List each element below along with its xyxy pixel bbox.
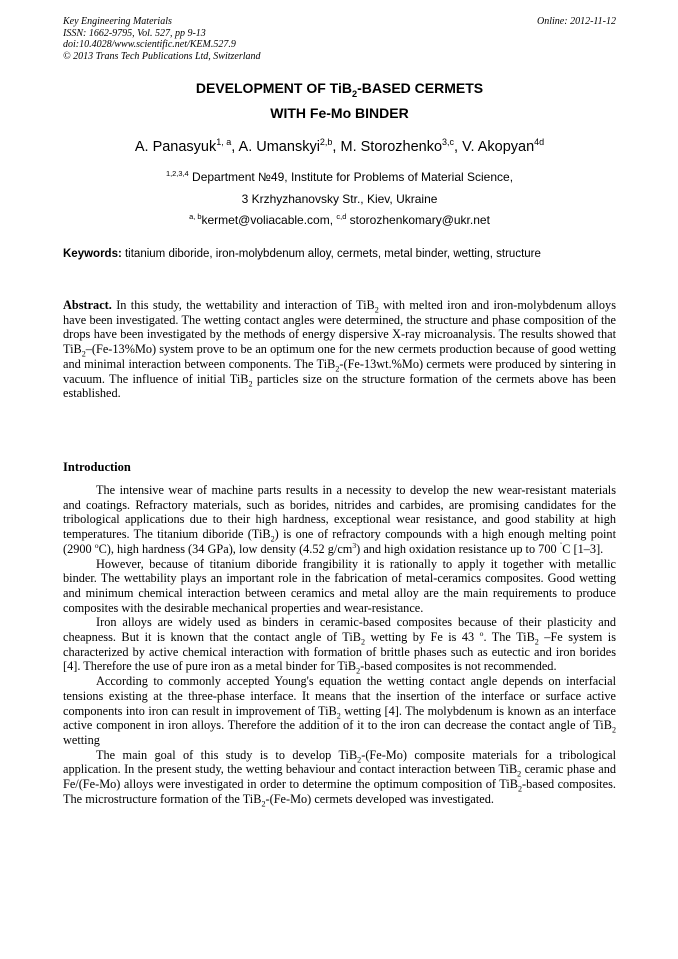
author-emails: $^{a, b}$kermet@voliacable.com, $^{c,d}$ storozhenkomary@ukr.net	[189, 212, 490, 227]
keywords	[63, 248, 616, 260]
section-heading-introduction: Introduction	[63, 460, 131, 474]
doi: doi:10.4028/www.scientific.net/KEM.527.9	[63, 39, 236, 50]
intro-paragraph: The intensive wear of machine parts results in a necessity to develop the new wear-resistant materials and coatings. Refractory materials, such as borides, nitrides and carbides, are promising candidates for the tribological applications due to their high hardness, exceptional wear resistance, and good stability at high temperatures. The titanium diboride (TiB$_2$) is one of refractory compounds with a high enough melting point (2900 $^o$C), high hardness (34 GPa), low density (4.52 $g/cm^3$) and high oxidation resistance up to 700 ˚C [1–3].	[63, 483, 617, 556]
intro-paragraph: However, because of titanium diboride frangibility it is rationally to apply it together with metallic binder. The wettability plays an important role in the fabrication of metal-ceramics composites. Good wetting and minimum chemical interaction between ceramics and metal alloy are the main requirements to produce composites with the desirable mechanical properties and wear-resistance.	[63, 556, 616, 615]
paper-title-line-1: DEVELOPMENT OF TiB$_2$-BASED CERMETS	[195, 80, 484, 99]
journal-name: Key Engineering Materials	[63, 16, 172, 27]
author: A. Umanskyi$^{2,b}$,	[238, 137, 341, 155]
author-list	[63, 139, 616, 155]
introduction-body	[63, 483, 617, 809]
intro-paragraph: According to commonly accepted Young's equation the wetting contact angle depends on interfacial tensions existing at the three-phase interface. It means that the insertion of the interface or surface active components into iron can result in improvement of TiB$_2$ wetting [4]. The molybdenum is known as an interface active component in iron alloys. Therefore the addition of it to the iron can decrease the contact angle of TiB$_2$ wetting	[63, 674, 616, 747]
copyright: © 2013 Trans Tech Publications Ltd, Switzerland	[63, 50, 261, 62]
paper-title-line-2: WITH Fe-Mo BINDER	[270, 105, 409, 121]
affiliation-line-1: $^{1,2,3,4}$ Department №49, Institute for Problems of Material Science,	[165, 169, 514, 184]
issn: ISSN: 1662-9795, Vol. 527, pp 9-13	[63, 27, 206, 39]
author: V. Akopyan$^{4d}$	[462, 137, 545, 155]
online-date: Online: 2012-11-12	[537, 16, 616, 27]
keywords-text: titanium diboride, iron-molybdenum alloy, cermets, metal binder, wetting, structure	[121, 248, 541, 260]
journal-header	[63, 16, 616, 62]
affiliation-line-2: 3 Krzhyzhanovsky Str., Kiev, Ukraine	[241, 192, 438, 206]
abstract-paragraph: Abstract. In this study, the wettability and interaction of TiB$_2$ with melted iron and iron-molybdenum alloys have been investigated. The wetting contact angles were determined, the structure and phase composition of the drops have been investigated by the methods of energy dispersive X-ray microanalysis. The results showed that TiB$_2$–(Fe-13%Mo) system prove to be an optimum one for the new cermets production because of good wetting and minimal interaction between components. The TiB$_2$-(Fe-13wt.%Mo) cermets were produced by sintering in vacuum. The influence of initial TiB$_2$ particles size on the structure formation of the cermets above has been established.	[63, 298, 616, 401]
abstract-label: Abstract.	[63, 298, 112, 312]
abstract-section	[63, 298, 616, 401]
keywords-label: Keywords:	[63, 248, 122, 260]
intro-paragraph: The main goal of this study is to develop TiB$_2$-(Fe-Mo) composite materials for a tribological application. In the present study, the wetting behaviour and contact interaction between TiB$_2$ ceramic phase and Fe/(Fe-Mo) alloys were investigated in order to determine the optimum composition of TiB$_2$-based composites. The microstructure formation of the TiB$_2$-(Fe-Mo) cermets developed was investigated.	[63, 747, 617, 809]
author: M. Storozhenko$^{3,c}$,	[340, 137, 463, 155]
intro-paragraph: Iron alloys are widely used as binders in ceramic-based composites because of their plasticity and cheapness. But it is known that the contact angle of TiB$_2$ wetting by Fe is 43 $^o$. The TiB$_2$ –Fe system is characterized by active chemical interaction with formation of brittle phases such as eutectic and iron borides [4]. Therefore the use of pure iron as a metal binder for TiB$_2$-based composites is not recommended.	[63, 615, 616, 676]
author: A. Panasyuk$^{1, a}$,	[134, 137, 239, 155]
